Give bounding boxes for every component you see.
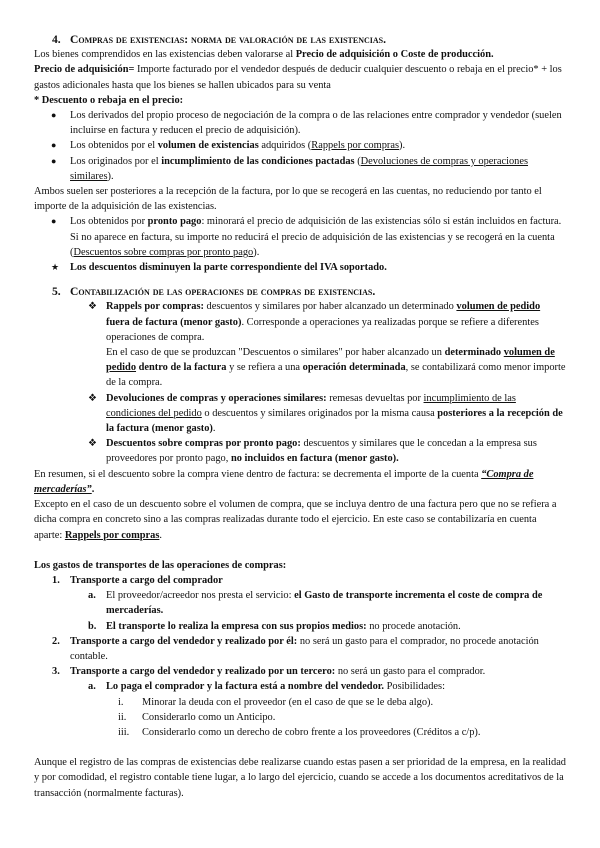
list-item: ● Los obtenidos por pronto pago: minorará el precio de adquisición de las existencias sólo si están incluidos en factura. Si no aparece en factura, su importe no reducirá el precio de adquisición de las existencias y se recogerá en la cuenta (Descuentos sobre compras por pronto pago). — [51, 216, 562, 258]
list-item: a. Lo paga el comprador y la factura está a nombre del vendedor. Posibilidades: — [88, 681, 445, 693]
diamond-bullet-icon: ❖ — [88, 392, 97, 404]
section-5-heading — [34, 284, 566, 299]
star-icon: ★ — [51, 262, 60, 273]
list-item: ● Los obtenidos por el volumen de existencias adquiridos (Rappels por compras). — [34, 138, 566, 153]
list-item: 3. Transporte a cargo del vendedor y realizado por un tercero: no será un gasto para el comprador. — [52, 666, 486, 678]
list-item: ❖ Rappels por compras: descuentos y similares por haber alcanzado un determinado volumen de pedido fuera de factura (menor gasto). Corresponde a operaciones ya realizadas porque se refiere a diferentes operaciones de compra. — [88, 301, 541, 343]
section-5-number: 5. — [52, 285, 61, 299]
paragraph-summary: En resumen, si el descuento sobre la compra viene dentro de factura: se decrementa el importe de la cuenta “Compra de mercaderías”. — [34, 468, 534, 495]
paragraph-final: Aunque el registro de las compras de existencias debe realizarse cuando estas pasen a ser prioridad de la empresa, en la realidad y por comodidad, el registro contable tiene lugar, a lo largo del ejercicio, cuando se accede a los documentos acreditativos de la transacción (normalmente facturas). — [34, 757, 567, 799]
bullet-icon: ● — [51, 140, 57, 151]
bullet-icon: ● — [51, 216, 57, 227]
list-item: iii. Considerarlo como un derecho de cobro frente a los proveedores (Créditos a c/p). — [118, 726, 481, 738]
section-4-title: Compras de existencias: norma de valoración de las existencias. — [70, 33, 387, 46]
list-item: b. El transporte lo realiza la empresa con sus propios medios: no procede anotación. — [88, 620, 461, 632]
bullet-icon: ● — [51, 155, 57, 166]
list-item: ● Los derivados del propio proceso de negociación de la compra o de las relaciones entre comprador y vendedor (suelen incluirse en factura y reducen el precio de adquisición). — [51, 110, 562, 137]
section-4-heading — [34, 32, 566, 47]
list-item: 2. Transporte a cargo del vendedor y realizado por él: no será un gasto para el comprador, no procede anotación contable. — [52, 635, 539, 662]
discount-list — [34, 108, 566, 184]
list-item: 1. Transporte a cargo del comprador — [52, 574, 223, 586]
paragraph-valuation: Los bienes comprendidos en las existencias deben valorarse al Precio de adquisición o Coste de producción. — [34, 49, 494, 61]
list-item: ★ Los descuentos disminuyen la parte correspondiente del IVA soportado. — [34, 260, 566, 275]
bullet-icon: ● — [51, 110, 57, 121]
transport-heading: Los gastos de transportes de las operaciones de compras: — [34, 559, 287, 571]
list-item: ● Los originados por el incumplimiento de las condiciones pactadas (Devoluciones de compras y operaciones similares). — [51, 155, 529, 182]
paragraph-discount-heading: * Descuento o rebaja en el precio: — [34, 94, 184, 106]
transport-list — [34, 573, 566, 740]
paragraph-acquisition-price: Precio de adquisición= Importe facturado por el vendedor después de deducir cualquier descuento o rebaja en el precio* + los gastos adicionales hasta que los bienes se hallen ubicados para su venta — [34, 64, 562, 91]
diamond-bullet-icon: ❖ — [88, 301, 97, 313]
section-4-number: 4. — [52, 33, 61, 46]
accounts-list — [34, 299, 566, 345]
paragraph-volume-in-invoice: En el caso de que se produzcan "Descuentos o similares" por haber alcanzado un determinado volumen de pedido dentro de la factura y se refiera a una operación determinada, se contabilizará como menor importe de la compra. — [106, 347, 566, 389]
section-5-title: Contabilización de las operaciones de compras de existencias. — [70, 285, 376, 299]
accounts-list-2 — [34, 391, 566, 467]
list-item: a. El proveedor/acreedor nos presta el servicio: el Gasto de transporte incrementa el coste de compra de mercaderías. — [88, 590, 543, 617]
list-item: ii. Considerarlo como un Anticipo. — [118, 711, 276, 723]
paragraph-exception: Excepto en el caso de un descuento sobre el volumen de compra, que se incluya dentro de una factura pero que no se refiera a dicha compra en concreto sino a las compras realizadas durante todo el ejercicio. En este caso se contabilizaría en cuenta aparte: Rappels por compras. — [34, 499, 557, 541]
list-item: i. Minorar la deuda con el proveedor (en el caso de que se le deba algo). — [118, 696, 434, 708]
document-page — [34, 32, 566, 801]
diamond-bullet-icon: ❖ — [88, 438, 97, 450]
paragraph-posterior: Ambos suelen ser posteriores a la recepción de la factura, por lo que se recogerá en las cuentas, no reduciendo por tanto el importe de la adquisición de las existencias. — [34, 186, 542, 213]
list-item: ❖ Descuentos sobre compras por pronto pago: descuentos y similares que le concedan a la empresa sus proveedores por pronto pago, no incluidos en factura (menor gasto). — [88, 438, 537, 465]
prompt-payment-list — [34, 214, 566, 275]
list-item: ❖ Devoluciones de compras y operaciones similares: remesas devueltas por incumplimiento de las condiciones del pedido o descuentos y similares originados por la misma causa posteriores a la recepción de la factura (menor gasto). — [88, 392, 563, 435]
